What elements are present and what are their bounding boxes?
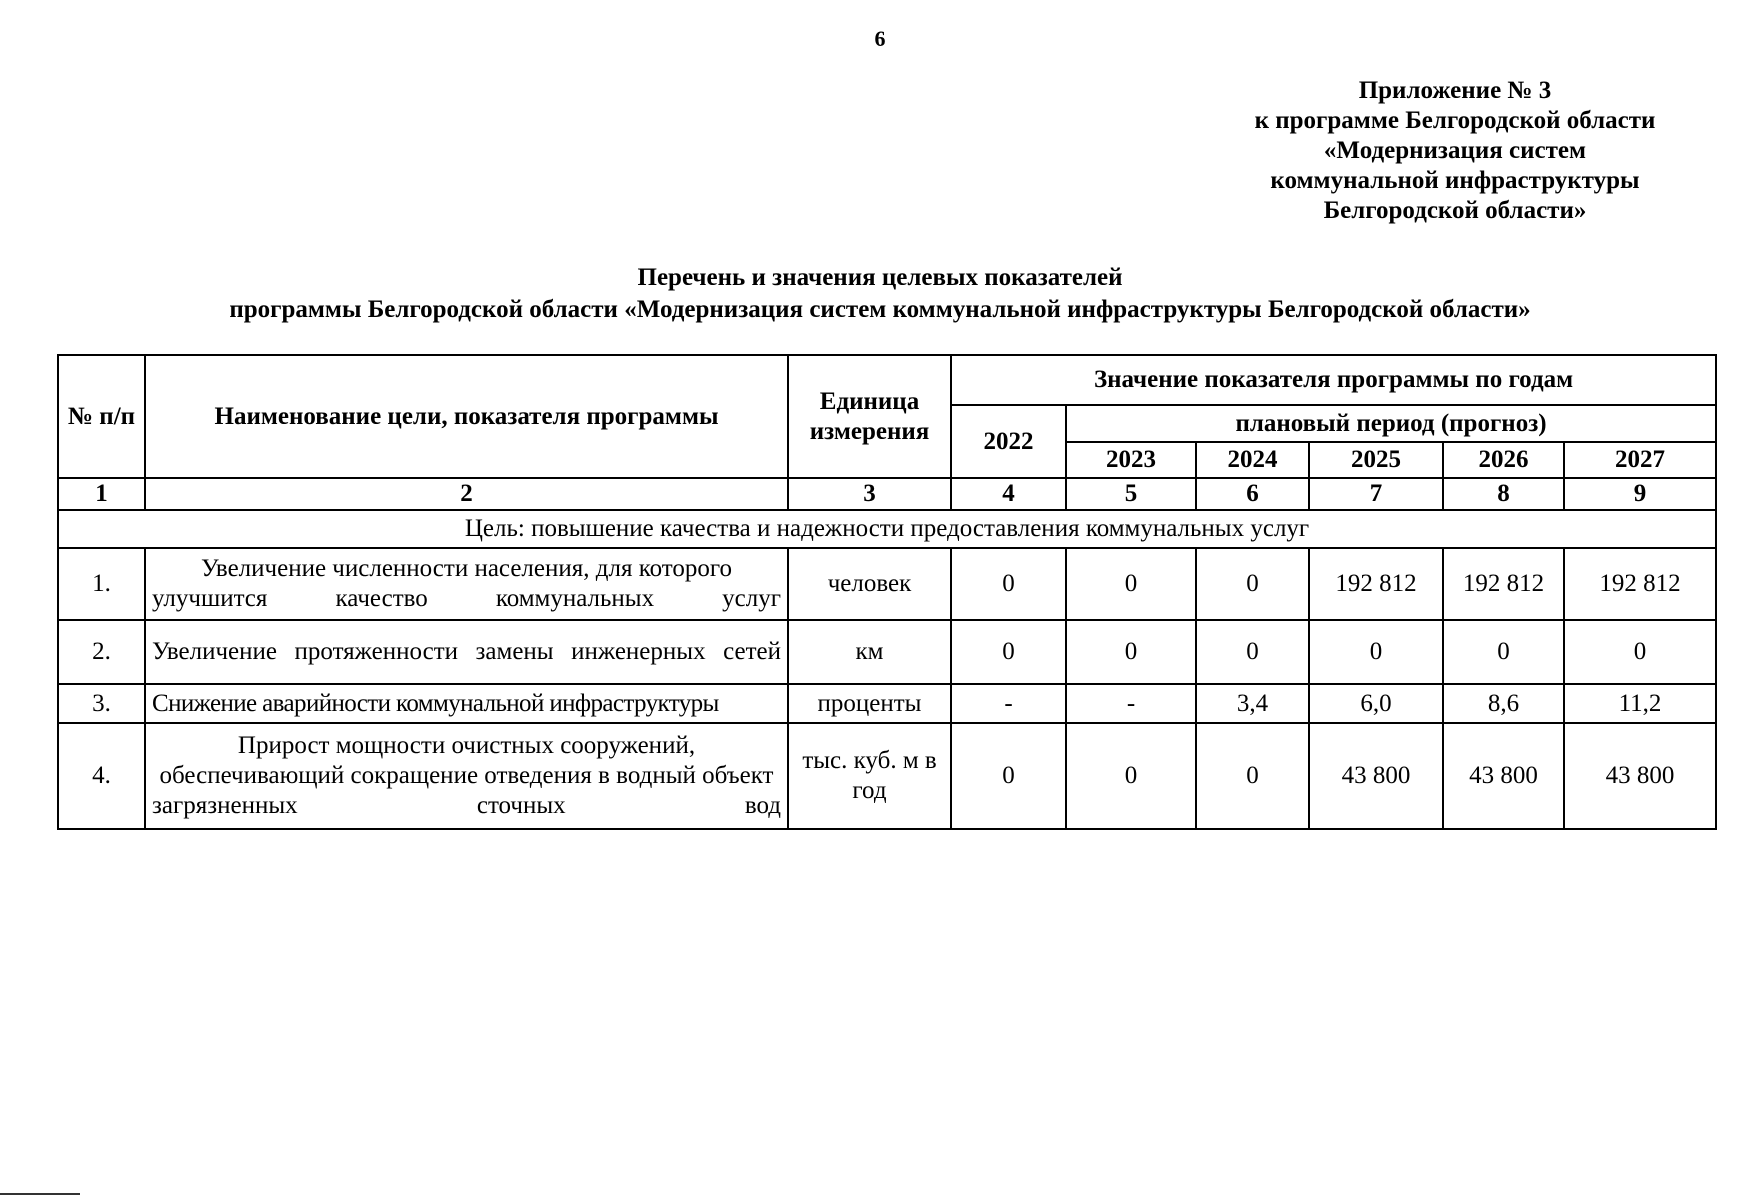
indicator-name: Увеличение протяженности замены инженерных сетей (145, 620, 788, 684)
header-year: 2023 (1066, 442, 1196, 478)
row-number: 4. (58, 723, 145, 829)
value-2025: 0 (1309, 620, 1443, 684)
header-year: 2024 (1196, 442, 1309, 478)
header-values-by-year: Значение показателя программы по годам (951, 355, 1716, 405)
header-year: 2025 (1309, 442, 1443, 478)
document-title (0, 262, 1760, 326)
header-year: 2026 (1443, 442, 1564, 478)
column-number: 5 (1066, 478, 1196, 510)
indicator-name: Прирост мощности очистных сооружений, обеспечивающий сокращение отведения в водный объект загрязненных сточных вод (145, 723, 788, 829)
column-number: 9 (1564, 478, 1716, 510)
value-2022: - (951, 684, 1066, 723)
value-2025: 6,0 (1309, 684, 1443, 723)
appendix-line-1: Приложение № 3 (1358, 77, 1552, 104)
value-2027: 0 (1564, 620, 1716, 684)
table-row (58, 548, 1716, 620)
goal-row (58, 510, 1716, 548)
row-number: 1. (58, 548, 145, 620)
value-2023: - (1066, 684, 1196, 723)
table-row (58, 684, 1716, 723)
value-2025: 43 800 (1309, 723, 1443, 829)
value-2027: 192 812 (1564, 548, 1716, 620)
value-2027: 43 800 (1564, 723, 1716, 829)
header-unit: Единица измерения (788, 355, 951, 478)
scan-artifact-line (0, 1193, 80, 1195)
goal-text: Цель: повышение качества и надежности предоставления коммунальных услуг (58, 510, 1716, 548)
value-2023: 0 (1066, 548, 1196, 620)
value-2025: 192 812 (1309, 548, 1443, 620)
header-year: 2027 (1564, 442, 1716, 478)
column-number: 3 (788, 478, 951, 510)
row-number: 3. (58, 684, 145, 723)
title-line-2: программы Белгородской области «Модернизация систем коммунальной инфраструктуры Белгородской области» (229, 296, 1531, 323)
value-2023: 0 (1066, 723, 1196, 829)
value-2024: 3,4 (1196, 684, 1309, 723)
indicator-name: Увеличение численности населения, для которого улучшится качество коммунальных услуг (145, 548, 788, 620)
header-name: Наименование цели, показателя программы (145, 355, 788, 478)
value-2024: 0 (1196, 723, 1309, 829)
column-number: 7 (1309, 478, 1443, 510)
appendix-line-3: «Модернизация систем (1323, 137, 1587, 164)
value-2023: 0 (1066, 620, 1196, 684)
header-number: № п/п (58, 355, 145, 478)
value-2026: 192 812 (1443, 548, 1564, 620)
title-line-1: Перечень и значения целевых показателей (637, 264, 1123, 291)
header-planned-period: плановый период (прогноз) (1066, 405, 1716, 442)
column-number: 6 (1196, 478, 1309, 510)
indicators-table (57, 354, 1717, 830)
indicator-unit: проценты (788, 684, 951, 723)
value-2022: 0 (951, 620, 1066, 684)
appendix-line-2: к программе Белгородской области (1254, 107, 1656, 134)
appendix-line-5: Белгородской области» (1323, 197, 1587, 224)
value-2026: 8,6 (1443, 684, 1564, 723)
value-2026: 0 (1443, 620, 1564, 684)
value-2024: 0 (1196, 548, 1309, 620)
indicator-unit: км (788, 620, 951, 684)
column-number: 4 (951, 478, 1066, 510)
header-year-2022: 2022 (951, 405, 1066, 478)
table-row (58, 620, 1716, 684)
indicator-unit: тыс. куб. м в год (788, 723, 951, 829)
appendix-heading (1205, 76, 1705, 226)
page-number: 6 (874, 26, 886, 51)
column-number-row (58, 478, 1716, 510)
value-2022: 0 (951, 548, 1066, 620)
indicator-unit: человек (788, 548, 951, 620)
column-number: 2 (145, 478, 788, 510)
indicator-name: Снижение аварийности коммунальной инфраструктуры (145, 684, 788, 723)
value-2026: 43 800 (1443, 723, 1564, 829)
table-row (58, 723, 1716, 829)
column-number: 8 (1443, 478, 1564, 510)
value-2022: 0 (951, 723, 1066, 829)
column-number: 1 (58, 478, 145, 510)
row-number: 2. (58, 620, 145, 684)
appendix-line-4: коммунальной инфраструктуры (1270, 167, 1640, 194)
value-2024: 0 (1196, 620, 1309, 684)
value-2027: 11,2 (1564, 684, 1716, 723)
